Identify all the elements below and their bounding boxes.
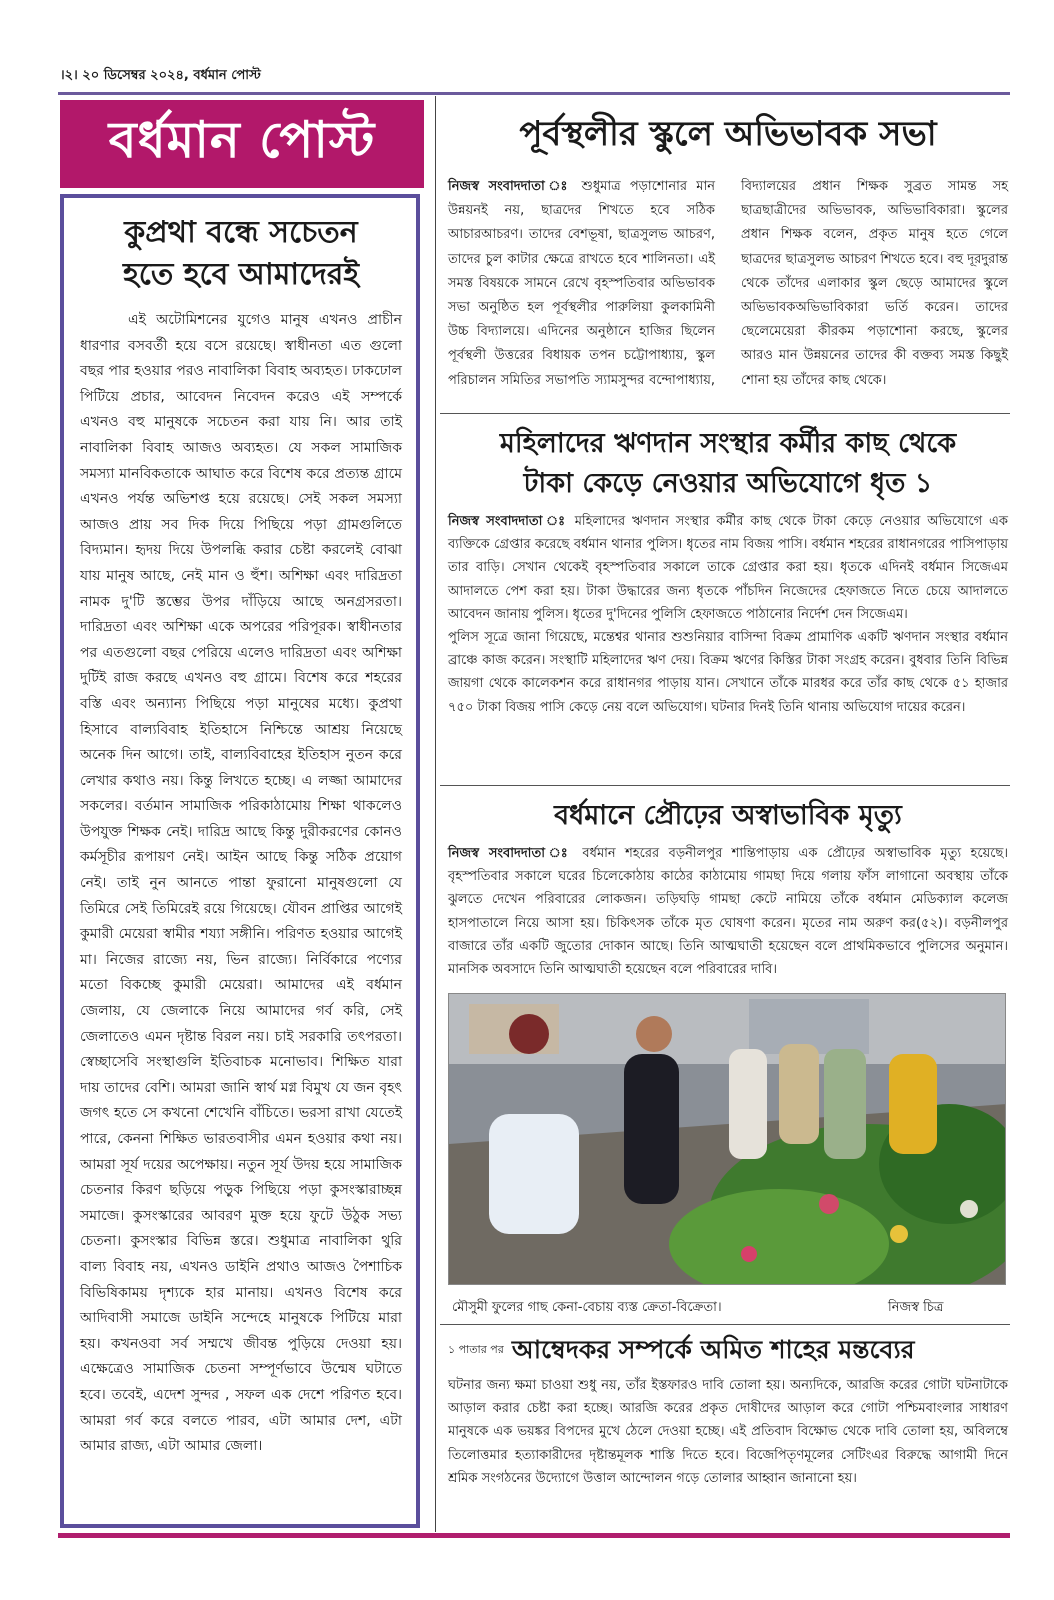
editorial-body: এই অটোমিশনের যুগেও মানুষ এখনও প্রাচীন ধারণার বসবর্তী হয়ে বসে রয়েছে। স্বাধীনতা এত গুলো বছর পার হওয়ার পরও নাবালিকা বিবাহ অব্যহত। ঢাকঢোল পিটিয়ে প্রচার, আবেদন নিবেদন করেও এই সম্পর্কে এখনও বহু মানুষকে সচেতন করা যায় নি। আর তাই নাবালিকা বিবাহ আজও অব্যহত। যে সকল সামাজিক সমস্যা মানবিকতাকে আঘাত করে বিশেষ করে প্রত্যন্ত গ্রামে এখনও পর্যন্ত অভিশপ্ত হয়ে রয়েছে। সেই সকল সমস্যা আজও প্রায় সব দিক দিয়ে পিছিয়ে পড়া গ্রামগুলিতে বিদ্যমান। হৃদয় দিয়ে উপলব্ধি করার চেষ্টা করলেই বোঝা যায় মানুষ আছে, নেই মান ও হুঁশ। অশিক্ষা এবং দারিদ্রতা নামক দু'টি স্তম্ভের উপর দাঁড়িয়ে আছে অনগ্রসরতা। দারিদ্রতা এবং অশিক্ষা একে অপরের পরিপূরক। স্বাধীনতার পর এতগুলো বছর পেরিয়ে এলেও দারিদ্রতা এবং অশিক্ষা দুটিই রাজ করছে এখনও বহু গ্রামে। বিশেষ করে শহরের বস্তি এবং অন্যান্য পিছিয়ে পড়া মানুষের মধ্যে। কুপ্রথা হিসাবে বাল্যবিবাহ ইতিহাসে নিশ্চিন্তে আশ্রয় নিয়েছে অনেক দিন আগে। তাই, বাল্যবিবাহের ইতিহাস নুতন করে লেখার কথাও নয়। কিন্তু লিখতে হচ্ছে। এ লজ্জা আমাদের সকলের। বর্তমান সামাজিক পরিকাঠামোয় শিক্ষা থাকলেও উপযুক্ত শিক্ষক নেই। দারিদ্র আছে কিন্তু দুরীকরণের কোনও কর্মসূচীর রূপায়ণ নেই। আইন আছে কিন্তু সঠিক প্রয়োগ নেই। তাই নুন আনতে পান্তা ফুরানো মানুষগুলো যে তিমিরে সেই তিমিরেই রয়ে গিয়েছে। যৌবন প্রাপ্তির আগেই কুমারী মেয়েরা স্বামীর শয্যা সঙ্গীনি। পরিণত হওয়ার আগেই মা। নিজের রাজ্যে নয়, ভিন রাজ্যে। নির্বিকারে পণ্যের মতো বিকচ্ছে কুমারী মেয়েরা। আমাদের এই বর্ধমান জেলায়, যে জেলাকে নিয়ে আমাদের গর্ব করি, সেই জেলাতেও এমন দৃষ্টান্ত বিরল নয়। চাই সরকারি তৎপরতা। স্বেচ্ছাসেবি সংস্থাগুলি ইতিবাচক মনোভাব। শিক্ষিত যারা দায় তাদের বেশি। আমরা জানি স্বার্থ মগ্ন বিমুখ যে জন বৃহৎ জগৎ হতে সে কখনো শেখেনি বাঁচিতে। ভরসা রাখা যেতেই পারে, কেননা শিক্ষিত ভারতবাসীর এমন হওয়ার কথা নয়। আমরা সূর্য দয়ের অপেক্ষায়। নতুন সূর্য উদয় হয়ে সামাজিক চেতনার কিরণ ছড়িয়ে পড়ুক পিছিয়ে পড়া কুসংস্কারাচ্ছন্ন সমাজে। কুসংস্কারের আবরণ মুক্ত হয়ে ফুটে উঠুক সভ্য চেতনা। কুসংস্কার বিভিন্ন স্তরে। শুধুমাত্র নাবালিকা থুরি বাল্য বিবাহ নয়, এখনও ডাইনি প্রথাও আজও পৈশাচিক বিভিষিকাময় দৃশ্যকে হার মানায়। এখনও বিশেষ করে আদিবাসী সমাজে ডাইনি সন্দেহে মানুষকে পিটিয়ে মারা হয়। কখনওবা সর্ব সম্মখে জীবন্ত পুড়িয়ে দেওয়া হয়। এক্ষেত্রেও সামাজিক চেতনা সম্পূর্ণভাবে উন্মেষ ঘটাতে হবে। তবেই, এদেশ সুন্দর , সফল এক দেশে পরিণত হবে। আমরা গর্ব করে বলতে পারব, এটা আমার দেশ, এটা আমার রাজ্য, এটা আমার জেলা। bbox=[80, 312, 402, 1455]
story3-dateline: নিজস্ব সংবাদদাতা ঃ bbox=[448, 846, 573, 861]
story2-para1 bbox=[448, 510, 1008, 626]
photo-caption: মৌসুমী ফুলের গাছ কেনা-বেচায় ব্যস্ত ক্রেতা-বিক্রেতা। bbox=[452, 1300, 722, 1315]
news-photo bbox=[448, 993, 1006, 1285]
photo-credit: নিজস্ব চিত্র bbox=[888, 1300, 944, 1315]
story1-dateline: নিজস্ব সংবাদদাতা ঃ bbox=[448, 179, 573, 194]
masthead-title: বর্ধমান পোস্ট bbox=[108, 110, 376, 169]
story2-text1: মহিলাদের ঋণদান সংস্থার কর্মীর কাছ থেকে টাকা কেড়ে নেওয়ার অভিযোগে এক ব্যক্তিকে গ্রেপ্তার করেছে বর্ধমান থানার পুলিস। ধৃতের নাম বিজয় পাসি। বর্ধমান শহরের রাধানগরের পাসিপাড়ায় তার বাড়ি। সেখান থেকেই বৃহস্পতিবার সকালে তাকে গ্রেপ্তার করা হয়। ধৃতকে এদিনই বর্ধমান সিজেএম আদালতে পেশ করা হয়। টাকা উদ্ধারের জন্য ধৃতকে পাঁচদিন নিজেদের হেফাজতে নিতে চেয়ে আদালতে আবেদন জানায় পুলিস। ধৃতের দু'দিনের পুলিসি হেফাজতে পাঠানোর নির্দেশ দেন সিজেএম। bbox=[448, 514, 1008, 622]
bottom-rule bbox=[58, 1533, 1010, 1538]
story1-body bbox=[448, 175, 1008, 393]
story2-headline-line2: টাকা কেড়ে নেওয়ার অভিযোগে ধৃত ১ bbox=[523, 468, 933, 499]
story3-body bbox=[448, 842, 1008, 981]
story4-headline: আম্বেদকর সম্পর্কে অমিত শাহের মন্তব্যের bbox=[511, 1335, 915, 1364]
story-unnatural-death bbox=[448, 796, 1008, 981]
editorial-title-line1: কুপ্রথা বন্ধে সচেতন bbox=[124, 215, 358, 250]
story1-text: শুধুমাত্র পড়াশোনার মান উন্নয়নই নয়, ছাত্রদের শিখতে হবে সঠিক আচারআচরণ। তাদের বেশভূষা, ছাত্রসুলভ আচরণ, তাদের চুল কাটার ক্ষেত্রে রাখতে হবে শালিনতা। এই সমস্ত বিষয়কে সামনে রেখে বৃহস্পতিবার অভিভাবক সভা অনুষ্ঠিত হল পূর্বস্থলীর পারুলিয়া কুলকামিনী উচ্চ বিদ্যালয়ে। এদিনের অনুষ্ঠানে হাজির ছিলেন পূর্বস্থলী উত্তরের বিধায়ক তপন চট্টোপাধ্যায়, স্কুল পরিচালন সমিতির সভাপতি স্যামসুন্দর বন্দোপাধ্যায়, বিদ্যালয়ের প্রধান শিক্ষক সুব্রত সামন্ত সহ ছাত্রছাত্রীদের অভিভাবক, অভিভাবিকারা। স্কুলের প্রধান শিক্ষক বলেন, প্রকৃত মানুষ হতে গেলে ছাত্রদের ছাত্রসুলভ আচরণ শিখতে হবে। বহু দূরদুরান্ত থেকে তাঁদের এলাকার স্কুল ছেড়ে আমাদের স্কুলে অভিভাবকঅভিভাবিকারা ভর্তি করেন। তাদের ছেলেমেয়েরা কীরকম পড়াশোনা করছে, স্কুলের আরও মান উন্নয়নের তাদের কী বক্তব্য সমস্ত কিছুই শোনা হয় তাঁদের কাছ থেকে। bbox=[448, 179, 1008, 388]
flower-market-photo bbox=[449, 994, 1006, 1285]
story2-para2: পুলিস সূত্রে জানা গিয়েছে, মন্তেশ্বর থানার শুশুনিয়ার বাসিন্দা বিক্রম প্রামাণিক একটি ঋণদান সংস্থার বর্ধমান ব্রাঞ্চে কাজ করেন। সংস্থাটি মহিলাদের ঋণ দেয়। বিক্রম ঋণের কিস্তির টাকা সংগ্রহ করেন। বুধবার তিনি বিভিন্ন জায়গা থেকে কালেকশন করে রাধানগর পাড়ায় যান। সেখানে তাঁকে মারধর করে তাঁর কাছ থেকে ৫১ হাজার ৭৫০ টাকা বিজয় পাসি কেড়ে নেয় বলে অভিযোগ। ঘটনার দিনই তিনি থানায় অভিযোগ দায়ের করেন। bbox=[448, 630, 1008, 715]
page-folio: ।২। ২০ ডিসেম্বর ২০২৪, বর্ধমান পোস্ট bbox=[60, 68, 261, 83]
story2-headline bbox=[448, 424, 1008, 504]
masthead bbox=[60, 100, 424, 188]
divider-3 bbox=[440, 1324, 1010, 1325]
divider-1 bbox=[440, 413, 1010, 414]
story4-header bbox=[448, 1330, 1008, 1370]
story-loan-robbery bbox=[448, 424, 1008, 719]
editorial-title-line2: হতে হবে আমাদেরই bbox=[123, 257, 359, 292]
story-ambedkar-remark bbox=[448, 1330, 1008, 1490]
story4-body: ঘটনার জন্য ক্ষমা চাওয়া শুধু নয়, তাঁর ইস্তফারও দাবি তোলা হয়। অন্যদিকে, আরজি করের গোটা ঘটনাটাকে আড়াল করার চেষ্টা করা হচ্ছে। আরজি করের প্রকৃত দোষীদের আড়াল করে গোটা পশ্চিমবাংলার সাধারণ মানুষকে এক ভয়ঙ্কর বিপদের মুখে ঠেলে দেওয়া হচ্ছে। এই প্রতিবাদ বিক্ষোভ থেকে দাবি তোলা হয়, অবিলম্বে তিলোত্তমার হত্যাকারীদের দৃষ্টান্তমূলক শাস্তি দিতে হবে। বিজেপিতৃণমূলের সেটিংএর বিরুদ্ধে আগামী দিনে শ্রমিক সংগঠনের উদ্যোগে উত্তাল আন্দোলন গড়ে তোলার আহ্বান জানানো হয়। bbox=[448, 1378, 1008, 1486]
divider-2 bbox=[440, 785, 1010, 786]
story2-dateline: নিজস্ব সংবাদদাতা ঃ bbox=[448, 514, 568, 529]
editorial-title bbox=[80, 212, 402, 296]
top-rule bbox=[58, 92, 1010, 95]
story-parent-meeting bbox=[448, 108, 1008, 393]
story1-headline: পূর্বস্থলীর স্কুলে অভিভাবক সভা bbox=[519, 114, 937, 154]
column-divider bbox=[435, 96, 436, 1532]
story4-continued: ১ পাতার পর bbox=[448, 1342, 504, 1356]
story2-headline-line1: মহিলাদের ঋণদান সংস্থার কর্মীর কাছ থেকে bbox=[499, 428, 957, 459]
story3-headline: বর্ধমানে প্রৌঢ়ের অস্বাভাবিক মৃত্যু bbox=[554, 800, 902, 831]
story3-text: বর্ধমান শহরের বড়নীলপুর শান্তিপাড়ায় এক প্রৌঢ়ের অস্বাভাবিক মৃত্যু হয়েছে। বৃহস্পতিবার সকালে ঘরের চিলেকোঠায় কাঠের কাঠামোয় গামছা দিয়ে গলায় ফাঁস লাগানো অবস্থায় তাঁকে ঝুলতে দেখেন পরিবারের লোকজন। তড়িঘড়ি গামছা কেটে নামিয়ে তাঁকে বর্ধমান মেডিক্যাল কলেজ হাসপাতালে নিয়ে আসা হয়। চিকিৎসক তাঁকে মৃত ঘোষণা করেন। মৃতের নাম অরুণ কর(৫২)। বড়নীলপুর বাজারে তাঁর একটি জুতোর দোকান আছে। তিনি আত্মঘাতী হয়েছেন বলে প্রাথমিকভাবে পুলিসের অনুমান। মানসিক অবসাদে তিনি আত্মঘাতী হয়েছেন বলে পরিবারের দাবি। bbox=[448, 846, 1009, 978]
editorial-box bbox=[60, 194, 420, 1528]
